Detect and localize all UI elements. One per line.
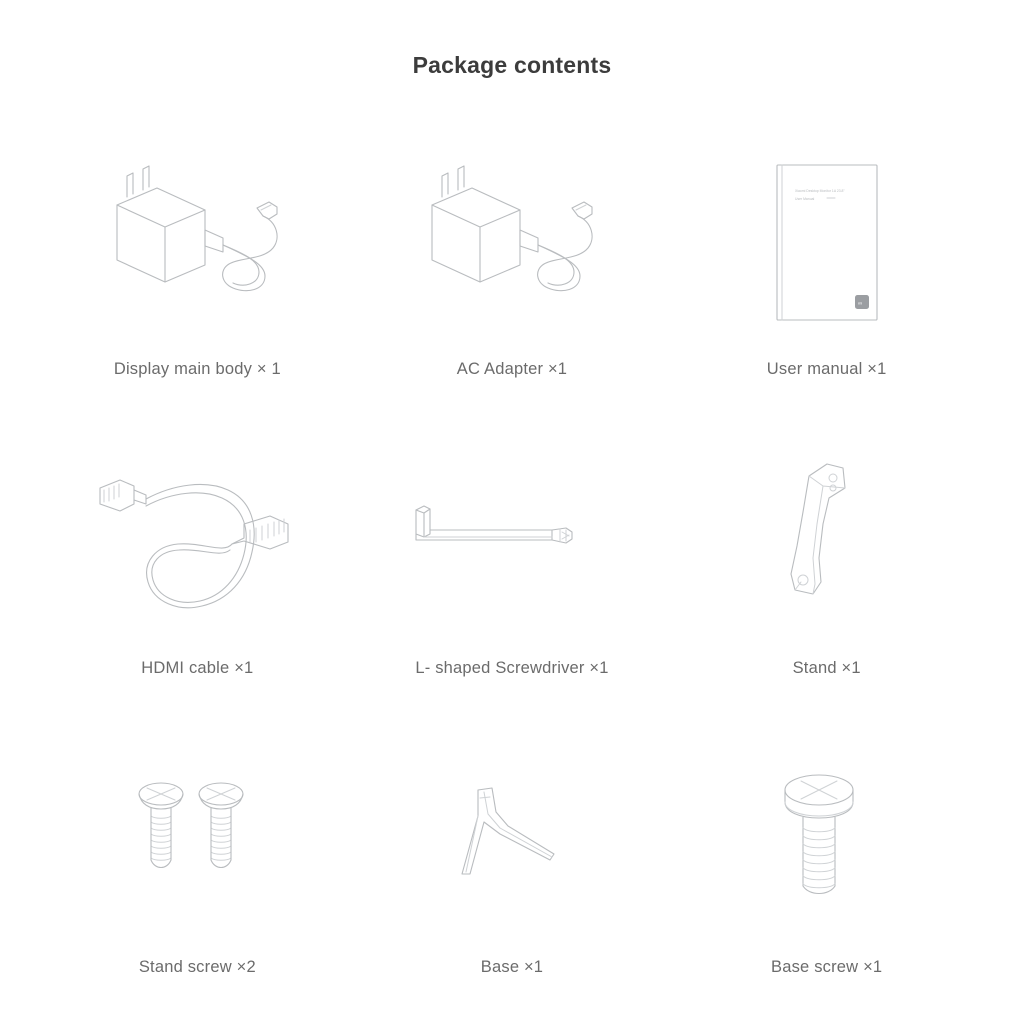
l-shaped-screwdriver-icon <box>355 429 670 659</box>
monitor-stand-arm-icon <box>669 429 984 659</box>
package-item-label: L- shaped Screwdriver ×1 <box>415 659 609 677</box>
package-contents-grid <box>40 130 984 1024</box>
page-title: Package contents <box>412 52 612 78</box>
package-item <box>40 429 355 728</box>
package-item <box>669 429 984 728</box>
package-item-label: User manual ×1 <box>766 360 887 378</box>
package-item-label: Display main body × 1 <box>113 360 281 378</box>
package-item-label: Stand screw ×2 <box>138 958 256 976</box>
package-item <box>40 130 355 429</box>
package-item-label: Base screw ×1 <box>771 958 883 976</box>
package-item <box>669 130 984 429</box>
hdmi-cable-icon <box>40 429 355 659</box>
manual-cover-logo: mi <box>857 300 862 306</box>
power-adapter-with-cable-icon <box>40 130 355 360</box>
package-item-label: Base ×1 <box>480 958 544 976</box>
package-item-label: HDMI cable ×1 <box>141 659 254 677</box>
monitor-base-icon <box>355 728 670 958</box>
base-screw-icon <box>669 728 984 958</box>
manual-cover-line-2: User Manual <box>794 197 814 201</box>
two-stand-screws-icon <box>40 728 355 958</box>
manual-cover-line-1: Xiaomi Desktop Monitor 1A 23.8" <box>794 189 845 193</box>
package-item <box>40 728 355 1024</box>
package-item <box>355 728 670 1024</box>
ac-adapter-with-cable-icon <box>355 130 670 360</box>
user-manual-booklet-icon <box>669 130 984 360</box>
package-item-label: AC Adapter ×1 <box>456 360 568 378</box>
package-item <box>355 429 670 728</box>
package-item <box>669 728 984 1024</box>
package-item-label: Stand ×1 <box>792 659 861 677</box>
package-item <box>355 130 670 429</box>
